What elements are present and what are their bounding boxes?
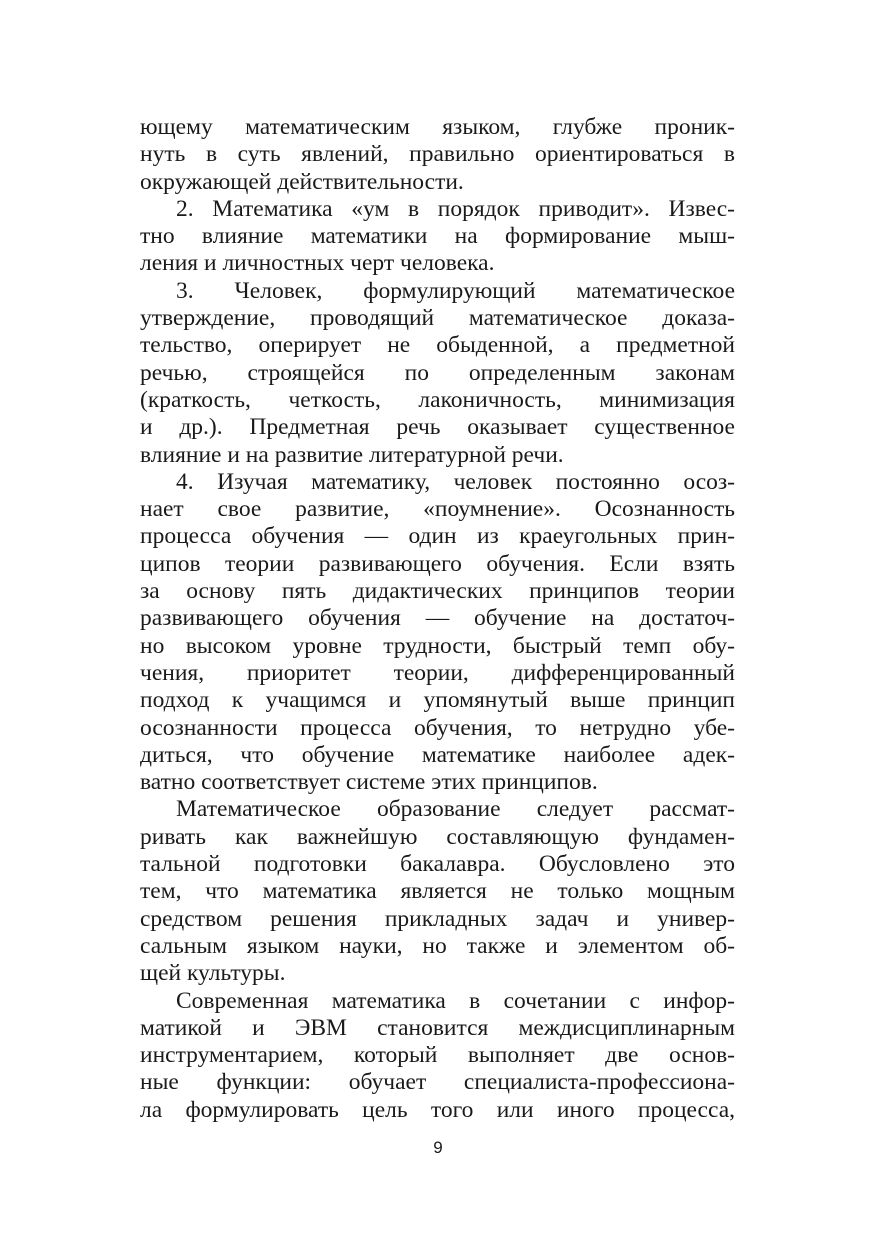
text-line: нает свое развитие, «поумнение». Осознанность (140, 496, 735, 523)
body-text (140, 114, 735, 1124)
text-line: (краткость, четкость, лаконичность, минимизация (140, 386, 735, 413)
text-line: чения, приоритет теории, дифференцированный (140, 659, 735, 686)
paragraph-modern-math (140, 988, 735, 1124)
text-line: инструментарием, который выполняет две основ- (140, 1042, 735, 1069)
text-line: тно влияние математики на формирование мыш- (140, 223, 735, 250)
text-line: нуть в суть явлений, правильно ориентироваться в (140, 141, 735, 168)
paragraph-point-4 (140, 469, 735, 797)
paragraph-point-3 (140, 278, 735, 469)
text-line: 4. Изучая математику, человек постоянно осоз- (176, 468, 735, 495)
text-line: утверждение, проводящий математическое доказа- (140, 305, 735, 332)
text-line: Современная математика в сочетании с инфор- (176, 987, 735, 1014)
text-line: ления и личностных черт человека. (140, 250, 495, 277)
text-line: матикой и ЭВМ становится междисциплинарным (140, 1014, 735, 1041)
text-line: ватно соответствует системе этих принципов. (140, 769, 598, 796)
text-line: тем, что математика является не только мощным (140, 878, 735, 905)
text-line: диться, что обучение математике наиболее адек- (140, 741, 735, 768)
text-line: влияние и на развитие литературной речи. (140, 441, 564, 468)
text-line: тельство, оперирует не обыденной, а предметной (140, 332, 735, 359)
text-line: ные функции: обучает специалиста-профессиона- (140, 1069, 735, 1096)
text-line: 3. Человек, формулирующий математическое (176, 277, 735, 304)
text-line: щей культуры. (140, 960, 286, 987)
text-line: осознанности процесса обучения, то нетрудно убе- (140, 714, 735, 741)
paragraph-continuation (140, 114, 735, 196)
text-line: 2. Математика «ум в порядок приводит». Извес- (176, 195, 735, 222)
text-line: развивающего обучения — обучение на достаточ- (140, 605, 735, 632)
text-line: тальной подготовки бакалавра. Обусловлено это (140, 851, 735, 878)
text-line: ющему математическим языком, глубже проник- (140, 114, 735, 140)
text-line: подход к учащимся и упомянутый выше принцип (140, 687, 735, 714)
text-line: средством решения прикладных задач и универ- (140, 905, 735, 932)
text-line: окружающей действительности. (140, 168, 464, 195)
text-line: процесса обучения — один из краеугольных прин- (140, 523, 735, 550)
text-line: речью, строящейся по определенным законам (140, 359, 735, 386)
paragraph-math-education (140, 796, 735, 987)
text-line: за основу пять дидактических принципов теории (140, 578, 735, 605)
text-line: ла формулировать цель того или иного процесса, (140, 1096, 735, 1123)
text-line: сальным языком науки, но также и элементом об- (140, 932, 735, 959)
text-line: и др.). Предметная речь оказывает существенное (140, 414, 735, 441)
paragraph-point-2 (140, 196, 735, 278)
page-number: 9 (433, 1138, 443, 1157)
text-line: ривать как важнейшую составляющую фундамен- (140, 823, 735, 850)
text-line: но высоком уровне трудности, быстрый темп обу- (140, 632, 735, 659)
text-line: ципов теории развивающего обучения. Если взять (140, 550, 735, 577)
text-line: Математическое образование следует рассмат- (176, 796, 735, 823)
